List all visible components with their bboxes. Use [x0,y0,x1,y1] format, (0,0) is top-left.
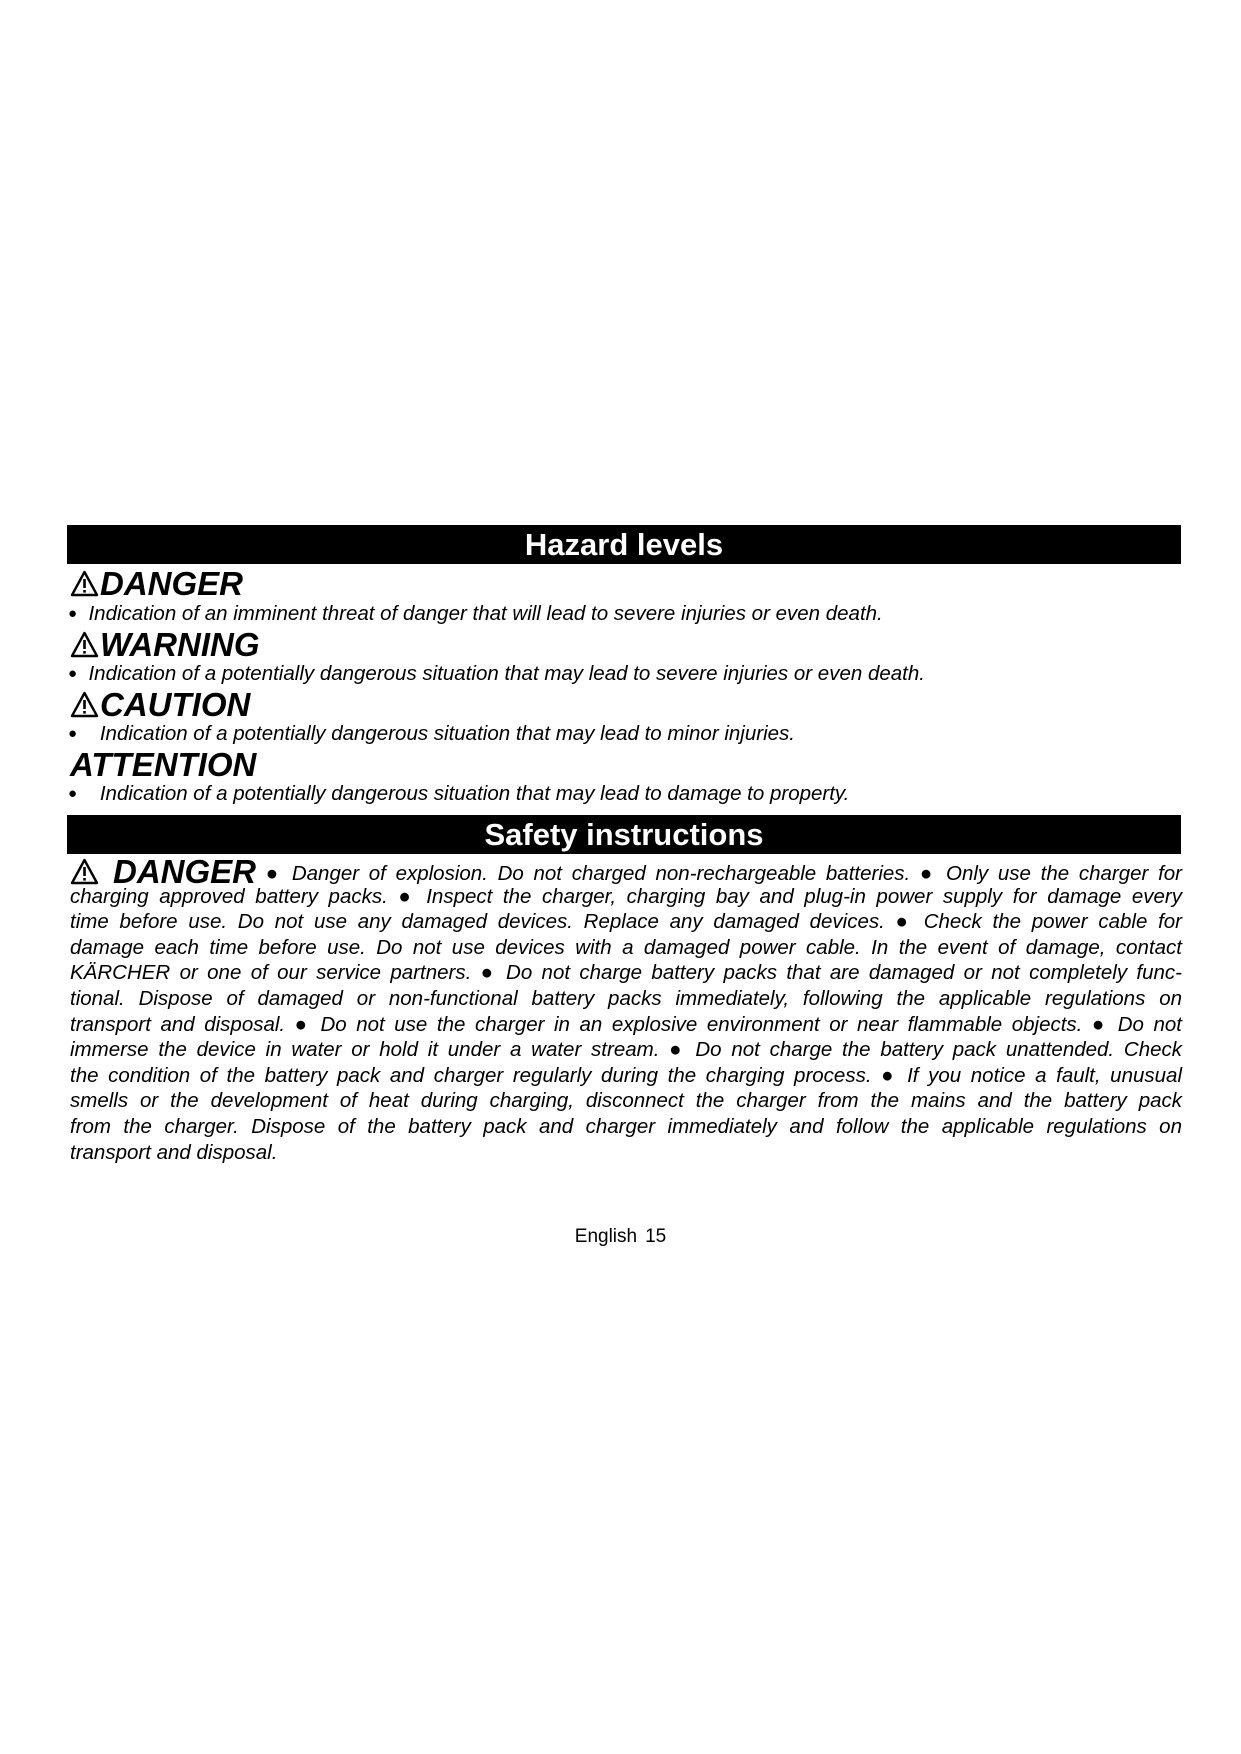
danger-text: Indication of an imminent threat of danger that will lead to severe injuries or even death. [88,602,883,625]
caution-text: Indication of a potentially dangerous situation that may lead to minor injuries. [99,722,795,745]
danger-heading [70,566,243,602]
safety-line: charging approved battery packs. ● Inspect the charger, charging bay and plug-in power supply for damage every [70,884,1182,908]
caution-heading [70,687,250,723]
attention-heading [70,747,256,783]
hazard-levels-title: Hazard levels [67,525,1181,564]
attention-label: ATTENTION [70,746,257,783]
safety-line-text: ● Danger of explosion. Do not charged non-rechargeable batteries. ● Only use the charger for [265,862,1182,885]
warning-triangle-icon [70,858,99,885]
danger-description [68,601,883,627]
warning-text: Indication of a potentially dangerous situation that may lead to severe injuries or even death. [88,662,925,685]
safety-line: KÄRCHER or one of our service partners. ● Do not charge battery packs that are damaged or not completely func- [70,961,1182,985]
footer-language: English [574,1226,638,1247]
bullet: ● [68,785,78,802]
attention-description [68,781,849,807]
safety-line: the condition of the battery pack and charger regularly during the charging process. ● If you notice a fault, unusual [70,1063,1182,1087]
safety-line: transport and disposal. ● Do not use the charger in an explosive environment or near flammable objects. ● Do not [70,1012,1182,1036]
attention-text: Indication of a potentially dangerous situation that may lead to damage to property. [99,782,850,805]
warning-heading [70,627,260,663]
bullet: ● [68,665,78,682]
safety-line: immerse the device in water or hold it under a water stream. ● Do not charge the battery pack unattended. Check [70,1038,1182,1062]
safety-instructions-body [70,853,1182,1165]
safety-line: tional. Dispose of damaged or non-functional battery packs immediately, following the applicable regulations on [70,986,1182,1010]
caution-description [68,721,795,747]
page-footer [0,1225,1241,1249]
safety-danger-label: DANGER [113,853,257,890]
safety-line: smells or the development of heat during charging, disconnect the charger from the mains and the battery pack [70,1089,1182,1113]
warning-triangle-icon [70,631,99,658]
warning-triangle-icon [70,570,99,597]
page-number: 15 [645,1226,667,1247]
warning-description [68,661,925,687]
safety-line: damage each time before use. Do not use devices with a damaged power cable. In the event of damage, contact [70,935,1182,959]
warning-label: WARNING [100,626,260,663]
safety-line [70,853,1182,890]
safety-instructions-title: Safety instructions [67,815,1181,854]
danger-label: DANGER [100,565,244,602]
caution-label: CAUTION [100,686,251,723]
safety-line: from the charger. Dispose of the battery pack and charger immediately and follow the applicable regulations on [70,1114,1182,1138]
bullet: ● [68,725,78,742]
bullet: ● [68,605,78,622]
warning-triangle-icon [70,691,99,718]
safety-line: time before use. Do not use any damaged devices. Replace any damaged devices. ● Check the power cable for [70,910,1182,934]
safety-line: transport and disposal. [70,1140,278,1164]
